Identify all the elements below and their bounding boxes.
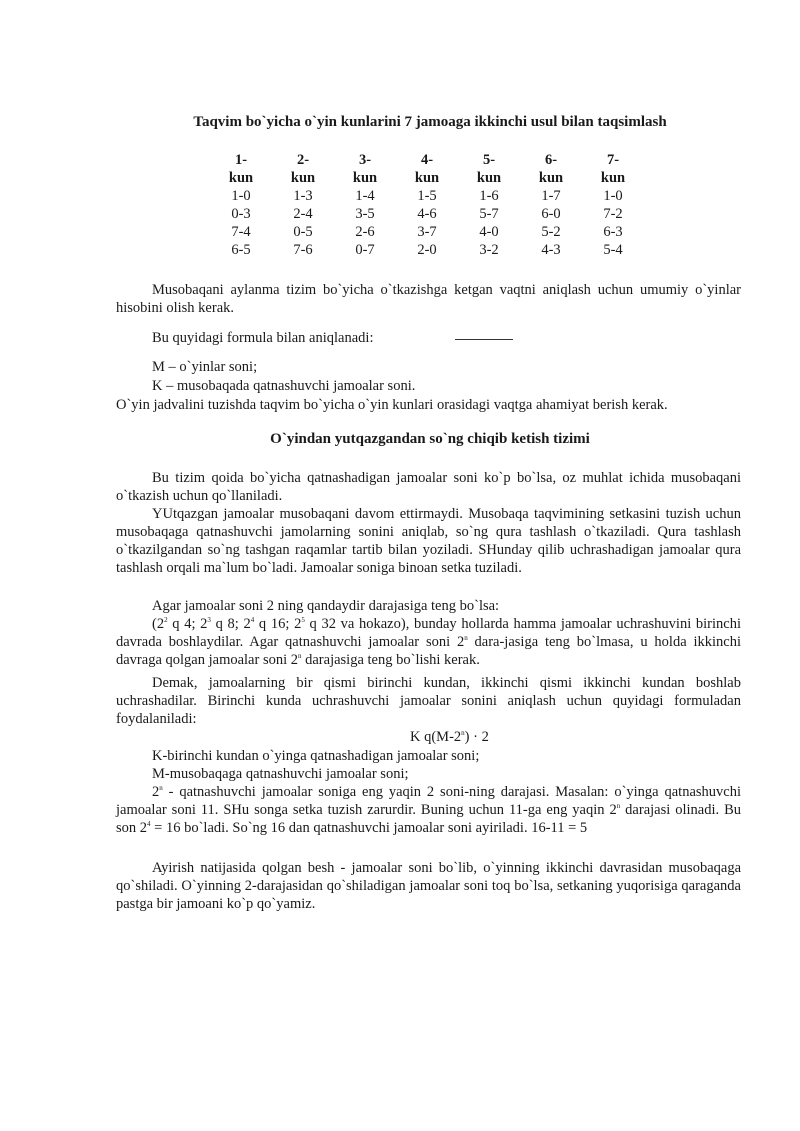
paragraph-first-day: Demak, jamoalarning bir qismi birinchi kundan, ikkinchi qismi ikkinchi kundan boshlab uchrashadilar. Birinchi kunda uchrashuvchi jamoalar sonini aniqlash uchun quyidagi formuladan foydalaniladi: [116, 675, 741, 727]
document-title: Taqvim bo`yicha o`yin kunlarini 7 jamoaga ikkinchi usul bilan taqsimlash [193, 114, 667, 130]
table-cell: 4-6 [417, 206, 437, 222]
table-cell: 3-2 [479, 242, 499, 258]
text-fragment: - qatnashuvchi jamoalar soniga eng yaqin 2 soni-ning darajasi. Masalan: o`yinga qatnashuvchi jamoalar soni 11. SHu songa setka tuzish zarurdir. Buning uchun 11-ga eng yaqin 2 [116, 784, 741, 818]
header-cell: 5- [482, 152, 496, 168]
table-row [210, 205, 644, 223]
superscript: n [464, 634, 468, 642]
header-cell: kun [352, 170, 378, 186]
table-cell: 1-4 [355, 188, 375, 204]
text-fragment: q 16; 2 [254, 616, 302, 632]
paragraph-powers [116, 615, 741, 669]
superscript: n [159, 784, 163, 792]
table-cell: 2-4 [293, 206, 313, 222]
section-heading: O`yindan yutqazgandan so`ng chiqib ketish tizimi [270, 431, 590, 447]
table-cell: 4-3 [541, 242, 561, 258]
table-cell: 2-0 [417, 242, 437, 258]
text-fragment: q 32 va hokazo), bunday hollarda hamma jamoalar uchrashuvini birinchi davrada boshlaydilar. Agar qatnashuvchi jamoalar soni 2 [116, 616, 742, 650]
table-cell: 3-7 [417, 224, 437, 240]
table-cell: 0-5 [293, 224, 313, 240]
text-fragment: q 4; 2 [167, 616, 208, 632]
header-cell: 6- [544, 152, 558, 168]
text-fragment: darajasi olinadi. Bu son 2 [116, 802, 741, 836]
header-cell: kun [290, 170, 316, 186]
definition-m: M – o`yinlar soni; [152, 359, 258, 375]
table-cell: 5-2 [541, 224, 561, 240]
paragraph-subtraction: Ayirish natijasida qolgan besh - jamoalar soni bo`lib, o`yinning ikkinchi davrasidan musobaqaga qo`shiladi. O`yinning 2-darajasidan qo`shiladigan jamoalar soni toq bo`lsa, setkaning yuqorisiga qaraganda pastga bir jamoani ko`p qo`yamiz. [116, 860, 741, 912]
header-cell: 3- [358, 152, 372, 168]
header-cell: kun [476, 170, 502, 186]
text-fragment: (2 [152, 616, 165, 632]
table-cell: 6-0 [541, 206, 561, 222]
table-cell: 7-4 [231, 224, 251, 240]
table-cell: 6-3 [603, 224, 623, 240]
table-cell: 1-0 [231, 188, 251, 204]
formula-intro: Bu quyidagi formula bilan aniqlanadi: [152, 330, 374, 346]
header-cell: kun [414, 170, 440, 186]
header-cell: kun [600, 170, 626, 186]
superscript: 4 [250, 616, 255, 624]
table-cell: 0-7 [355, 242, 375, 258]
formula-k [410, 729, 489, 746]
table-cell: 1-3 [293, 188, 313, 204]
superscript: 2 [164, 616, 168, 624]
table-cell: 2-6 [355, 224, 375, 240]
header-cell: 7- [606, 152, 620, 168]
table-cell: 5-4 [603, 242, 623, 258]
header-cell: 2- [296, 152, 310, 168]
table-cell: 5-7 [479, 206, 499, 222]
header-cell: 4- [420, 152, 434, 168]
definition-m2: M-musobaqaga qatnashuvchi jamoalar soni; [152, 766, 409, 782]
header-cell: kun [538, 170, 564, 186]
table-cell: 6-5 [231, 242, 251, 258]
table-row [210, 241, 644, 259]
formula-blank-line [455, 339, 513, 340]
header-cell: 1- [234, 152, 248, 168]
text-fragment: dara-jasiga teng bo`lmasa, u holda ikkinchi davraga qolgan jamoalar soni 2 [116, 634, 741, 668]
table-cell: 1-7 [541, 188, 561, 204]
formula-part: ) · 2 [464, 729, 489, 745]
paragraph-schedule-note: O`yin jadvalini tuzishda taqvim bo`yicha o`yin kunlari orasidagi vaqtga ahamiyat berish kerak. [116, 397, 668, 413]
paragraph-total-games: Musobaqani aylanma tizim bo`yicha o`tkazishga ketgan vaqtni aniqlash uchun umumiy o`yinlar hisobini olish kerak. [116, 282, 741, 316]
superscript: 3 [207, 616, 211, 624]
table-header-row-2 [210, 169, 644, 187]
header-cell: kun [228, 170, 254, 186]
table-header-row-1 [210, 151, 644, 169]
text-fragment: = 16 bo`ladi. So`ng 16 dan qatnashuvchi jamoalar soni ayiriladi. 16-11 = 5 [150, 820, 588, 836]
superscript: 4 [147, 820, 151, 828]
paragraph-system-intro: Bu tizim qoida bo`yicha qatnashadigan jamoalar soni ko`p bo`lsa, oz muhlat ichida musobaqani o`tkazish uchun qo`llaniladi. [116, 470, 741, 504]
formula-part: K q(M-2 [410, 729, 462, 745]
table-cell: 1-6 [479, 188, 499, 204]
superscript: n [461, 729, 465, 737]
superscript: n [616, 802, 621, 810]
definition-k: K – musobaqada qatnashuvchi jamoalar soni. [152, 378, 416, 394]
table-cell: 7-6 [293, 242, 313, 258]
superscript: 5 [301, 616, 305, 624]
paragraph-example [116, 783, 741, 837]
schedule-table [210, 151, 644, 259]
paragraph-losers: YUtqazgan jamoalar musobaqani davom ettirmaydi. Musobaqa taqvimining setkasini tuzish uchun musobaqaga qatnashuvchi jamolarning sonini aniqlab, so`ng qura tashlash o`tkaziladi. Qura tashlash o`tkazilgandan so`ng tashgan raqamlar tartib bilan yoziladi. SHunday qilib uchrashadigan jamoalar qura tashlash orqali ma`lum bo`ladi. Jamoalar soniga binoan setka tuziladi. [116, 506, 741, 576]
definition-k2: K-birinchi kundan o`yinga qatnashadigan jamoalar soni; [152, 748, 480, 764]
table-cell: 1-5 [417, 188, 437, 204]
superscript: n [298, 652, 302, 660]
table-row [210, 187, 644, 205]
text-fragment: darajasiga teng bo`lishi kerak. [301, 652, 480, 668]
table-cell: 3-5 [355, 206, 375, 222]
table-cell: 7-2 [603, 206, 623, 222]
paragraph-power-condition: Agar jamoalar soni 2 ning qandaydir darajasiga teng bo`lsa: [152, 598, 500, 614]
table-row [210, 223, 644, 241]
table-cell: 4-0 [479, 224, 499, 240]
table-cell: 0-3 [231, 206, 251, 222]
text-fragment: 2 [152, 784, 160, 800]
text-fragment: q 8; 2 [210, 616, 251, 632]
table-cell: 1-0 [603, 188, 623, 204]
